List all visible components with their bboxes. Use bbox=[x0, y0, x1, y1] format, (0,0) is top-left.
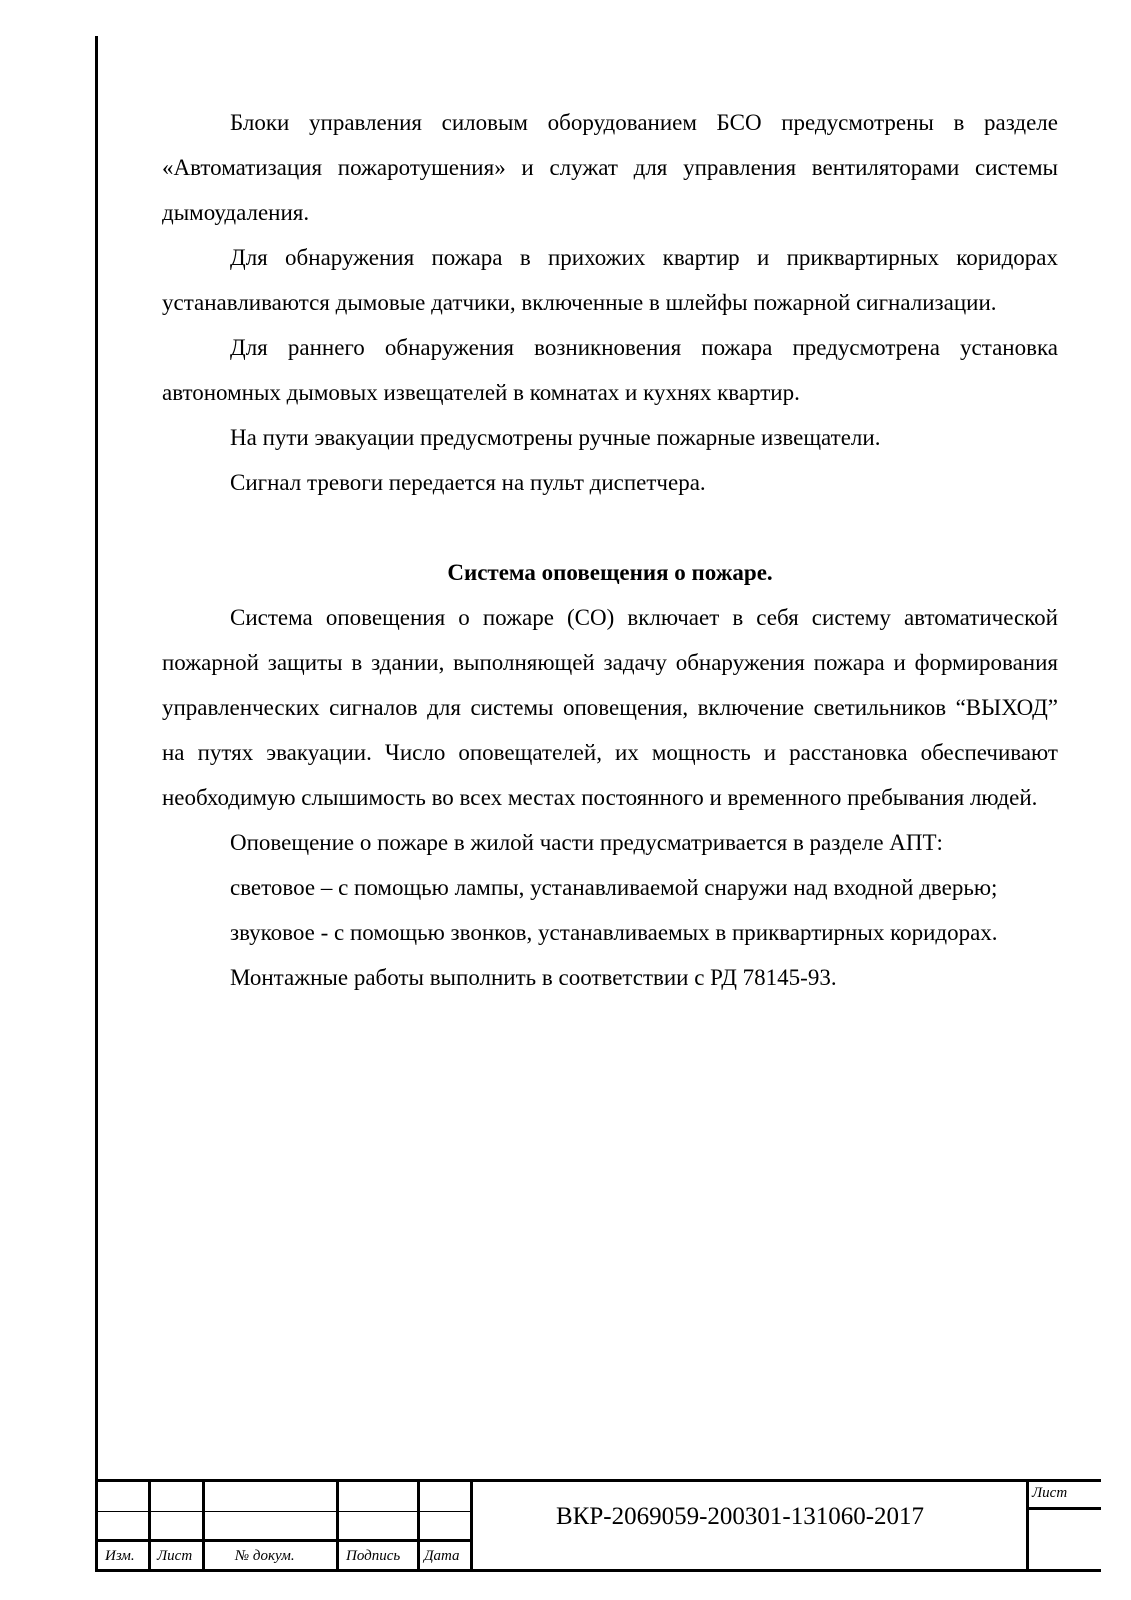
paragraph: звуковое - с помощью звонков, устанавливаемых в приквартирных коридорах. bbox=[230, 920, 998, 945]
label-podpis: Подпись bbox=[346, 1548, 401, 1564]
paragraph: Блоки управления силовым оборудованием БСО предусмотрены в разделе «Автоматизация пожаротушения» и служат для управления вентиляторами системы дымоудаления. bbox=[162, 110, 1058, 225]
label-data: Дата bbox=[424, 1548, 460, 1564]
title-block-bottom-rule bbox=[95, 1569, 1101, 1572]
title-block-column-rule bbox=[417, 1479, 420, 1572]
paragraph: световое – с помощью лампы, устанавливаемой снаружи над входной дверью; bbox=[230, 875, 998, 900]
title-block-column-rule bbox=[336, 1479, 339, 1572]
label-sheet: Лист bbox=[1032, 1485, 1068, 1501]
title-block-column-rule bbox=[148, 1479, 151, 1572]
title-block-row-rule bbox=[95, 1511, 470, 1512]
title-block bbox=[95, 1479, 1101, 1572]
title-block-column-rule bbox=[1026, 1479, 1029, 1572]
label-list: Лист bbox=[157, 1548, 193, 1564]
frame-left-border bbox=[95, 36, 98, 1569]
paragraph: Система оповещения о пожаре (СО) включает в себя систему автоматической пожарной защиты в здании, выполняющей задачу обнаружения пожара и формирования управленческих сигналов для системы оповещения, включение светильников “ВЫХОД” на путях эвакуации. Число оповещателей, их мощность и расстановка обеспечивают необходимую слышимость во всех местах постоянного и временного пребывания людей. bbox=[162, 605, 1058, 810]
label-izm: Изм. bbox=[105, 1548, 135, 1564]
document-body bbox=[162, 100, 1058, 1000]
title-block-column-rule bbox=[470, 1479, 473, 1572]
paragraph: Для обнаружения пожара в прихожих квартир и приквартирных коридорах устанавливаются дымовые датчики, включенные в шлейфы пожарной сигнализации. bbox=[162, 245, 1058, 315]
paragraph: На пути эвакуации предусмотрены ручные пожарные извещатели. bbox=[230, 425, 881, 450]
title-block-top-rule bbox=[95, 1479, 1101, 1482]
title-block-row-rule bbox=[95, 1539, 470, 1542]
label-doc-no: № докум. bbox=[235, 1548, 295, 1564]
title-block-column-rule bbox=[202, 1479, 205, 1572]
sheet-cell-rule bbox=[1028, 1507, 1101, 1510]
paragraph: Сигнал тревоги передается на пульт диспетчера. bbox=[230, 470, 706, 495]
paragraph: Оповещение о пожаре в жилой части предусматривается в разделе АПТ: bbox=[230, 830, 943, 855]
section-heading: Система оповещения о пожаре. bbox=[447, 560, 773, 585]
paragraph: Монтажные работы выполнить в соответствии с РД 78145-93. bbox=[230, 965, 837, 990]
document-code: ВКР-2069059-200301-131060-2017 bbox=[556, 1503, 925, 1530]
paragraph: Для раннего обнаружения возникновения пожара предусмотрена установка автономных дымовых извещателей в комнатах и кухнях квартир. bbox=[162, 335, 1058, 405]
